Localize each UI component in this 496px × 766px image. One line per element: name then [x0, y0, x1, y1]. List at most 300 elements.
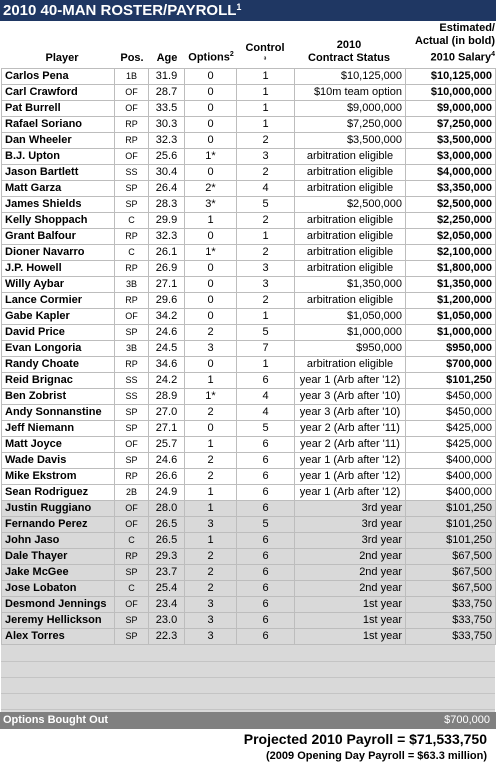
contract-status-cell: $2,500,000	[295, 197, 406, 213]
player-cell: David Price	[2, 325, 115, 341]
contract-status-cell: year 2 (Arb after '11)	[295, 437, 406, 453]
options-bought-out-label: Options Bought Out	[3, 714, 109, 726]
position-cell: SP	[115, 325, 149, 341]
position-cell: C	[115, 533, 149, 549]
contract-status-cell: year 1 (Arb after '12)	[295, 453, 406, 469]
player-cell: Matt Garza	[2, 181, 115, 197]
control-cell: 2	[237, 245, 295, 261]
player-cell: Jake McGee	[2, 565, 115, 581]
contract-status-cell: $1,350,000	[295, 277, 406, 293]
options-cell: 0	[185, 309, 237, 325]
header-player: Player	[45, 52, 79, 64]
age-cell: 24.5	[149, 341, 185, 357]
salary-cell: $3,350,000	[406, 181, 496, 197]
salary-cell: $3,000,000	[406, 149, 496, 165]
options-cell: 1*	[185, 389, 237, 405]
contract-status-cell: arbitration eligible	[295, 261, 406, 277]
age-cell: 28.7	[149, 85, 185, 101]
table-row	[2, 213, 496, 229]
control-cell: 3	[237, 261, 295, 277]
age-cell: 34.2	[149, 309, 185, 325]
table-row	[2, 549, 496, 565]
header-pos: Pos.	[120, 52, 144, 64]
options-cell: 0	[185, 85, 237, 101]
position-cell: RP	[115, 261, 149, 277]
contract-status-cell: 3rd year	[295, 501, 406, 517]
player-cell: Randy Choate	[2, 357, 115, 373]
salary-cell: $33,750	[406, 629, 496, 645]
player-cell: Carlos Pena	[2, 69, 115, 85]
salary-cell: $1,800,000	[406, 261, 496, 277]
age-cell: 26.4	[149, 181, 185, 197]
age-cell: 34.6	[149, 357, 185, 373]
salary-cell: $67,500	[406, 565, 496, 581]
options-bought-out-row	[0, 712, 496, 729]
options-cell: 1	[185, 373, 237, 389]
position-cell: OF	[115, 85, 149, 101]
options-cell: 1	[185, 485, 237, 501]
age-cell: 28.0	[149, 501, 185, 517]
title-text: 2010 40-MAN ROSTER/PAYROLL	[3, 2, 237, 19]
player-cell: Gabe Kapler	[2, 309, 115, 325]
age-cell: 25.4	[149, 581, 185, 597]
contract-status-cell: arbitration eligible	[295, 149, 406, 165]
contract-status-cell: year 1 (Arb after '12)	[295, 485, 406, 501]
contract-status-cell: 2nd year	[295, 565, 406, 581]
position-cell: RP	[115, 117, 149, 133]
control-cell: 2	[237, 293, 295, 309]
control-cell: 2	[237, 213, 295, 229]
contract-status-cell: year 2 (Arb after '11)	[295, 421, 406, 437]
age-cell: 24.6	[149, 453, 185, 469]
position-cell: RP	[115, 469, 149, 485]
salary-cell: $10,000,000	[406, 85, 496, 101]
control-cell: 5	[237, 325, 295, 341]
control-cell: 6	[237, 549, 295, 565]
salary-cell: $33,750	[406, 613, 496, 629]
table-row	[2, 165, 496, 181]
position-cell: SS	[115, 373, 149, 389]
table-row	[2, 229, 496, 245]
age-cell: 24.9	[149, 485, 185, 501]
table-row	[2, 597, 496, 613]
header-status-line1: 2010	[336, 39, 362, 51]
salary-cell: $101,250	[406, 501, 496, 517]
position-cell: RP	[115, 229, 149, 245]
position-cell: SP	[115, 613, 149, 629]
age-cell: 25.6	[149, 149, 185, 165]
control-cell: 1	[237, 117, 295, 133]
position-cell: OF	[115, 437, 149, 453]
options-cell: 3	[185, 613, 237, 629]
position-cell: RP	[115, 549, 149, 565]
age-cell: 23.0	[149, 613, 185, 629]
options-cell: 0	[185, 101, 237, 117]
options-cell: 3	[185, 341, 237, 357]
age-cell: 23.4	[149, 597, 185, 613]
roster-body	[2, 69, 496, 645]
table-row	[2, 117, 496, 133]
salary-cell: $450,000	[406, 405, 496, 421]
table-row	[2, 181, 496, 197]
contract-status-cell: year 3 (Arb after '10)	[295, 389, 406, 405]
position-cell: SP	[115, 453, 149, 469]
options-cell: 0	[185, 421, 237, 437]
contract-status-cell: 3rd year	[295, 533, 406, 549]
position-cell: RP	[115, 357, 149, 373]
table-row	[2, 245, 496, 261]
player-cell: Desmond Jennings	[2, 597, 115, 613]
player-cell: Lance Cormier	[2, 293, 115, 309]
position-cell: C	[115, 245, 149, 261]
options-cell: 2	[185, 549, 237, 565]
header-salary-line3-text: 2010 Salary	[430, 52, 492, 64]
salary-cell: $425,000	[406, 437, 496, 453]
player-cell: Jeremy Hellickson	[2, 613, 115, 629]
control-cell: 4	[237, 405, 295, 421]
position-cell: 1B	[115, 69, 149, 85]
age-cell: 27.0	[149, 405, 185, 421]
salary-cell: $2,500,000	[406, 197, 496, 213]
salary-cell: $101,250	[406, 517, 496, 533]
table-row	[2, 373, 496, 389]
contract-status-cell: arbitration eligible	[295, 245, 406, 261]
position-cell: SP	[115, 565, 149, 581]
table-row	[2, 533, 496, 549]
options-cell: 1	[185, 501, 237, 517]
control-cell: 6	[237, 501, 295, 517]
contract-status-cell: $3,500,000	[295, 133, 406, 149]
table-row	[2, 277, 496, 293]
age-cell: 30.4	[149, 165, 185, 181]
age-cell: 28.9	[149, 389, 185, 405]
table-row	[2, 389, 496, 405]
header-options	[185, 48, 237, 65]
table-row	[2, 309, 496, 325]
control-cell: 6	[237, 469, 295, 485]
table-row	[2, 485, 496, 501]
salary-cell: $7,250,000	[406, 117, 496, 133]
player-cell: Wade Davis	[2, 453, 115, 469]
table-row	[2, 581, 496, 597]
table-row	[2, 357, 496, 373]
contract-status-cell: arbitration eligible	[295, 165, 406, 181]
salary-cell: $450,000	[406, 389, 496, 405]
position-cell: 2B	[115, 485, 149, 501]
table-row	[2, 101, 496, 117]
contract-status-cell: 1st year	[295, 597, 406, 613]
position-cell: 3B	[115, 341, 149, 357]
contract-status-cell: arbitration eligible	[295, 293, 406, 309]
contract-status-cell: year 1 (Arb after '12)	[295, 469, 406, 485]
projected-payroll: Projected 2010 Payroll = $71,533,750	[243, 731, 487, 747]
control-cell: 3	[237, 277, 295, 293]
control-cell: 6	[237, 453, 295, 469]
salary-cell: $33,750	[406, 597, 496, 613]
position-cell: RP	[115, 133, 149, 149]
control-cell: 6	[237, 597, 295, 613]
header-control	[236, 42, 294, 65]
options-cell: 1	[185, 533, 237, 549]
salary-cell: $2,250,000	[406, 213, 496, 229]
salary-cell: $700,000	[406, 357, 496, 373]
salary-cell: $400,000	[406, 485, 496, 501]
control-cell: 6	[237, 533, 295, 549]
empty-row-divider	[1, 661, 495, 662]
salary-cell: $1,350,000	[406, 277, 496, 293]
player-cell: Jason Bartlett	[2, 165, 115, 181]
options-cell: 2	[185, 581, 237, 597]
page-title	[0, 0, 496, 21]
player-cell: Alex Torres	[2, 629, 115, 645]
header-control-line1: Control	[245, 42, 285, 54]
age-cell: 32.3	[149, 133, 185, 149]
table-row	[2, 197, 496, 213]
player-cell: Andy Sonnanstine	[2, 405, 115, 421]
table-row	[2, 341, 496, 357]
control-cell: 6	[237, 565, 295, 581]
player-cell: Evan Longoria	[2, 341, 115, 357]
options-cell: 1	[185, 437, 237, 453]
player-cell: Ben Zobrist	[2, 389, 115, 405]
table-row	[2, 421, 496, 437]
header-age: Age	[156, 52, 178, 64]
contract-status-cell: $7,250,000	[295, 117, 406, 133]
position-cell: SP	[115, 421, 149, 437]
contract-status-cell: arbitration eligible	[295, 213, 406, 229]
table-row	[2, 405, 496, 421]
control-cell: 5	[237, 197, 295, 213]
table-row	[2, 501, 496, 517]
age-cell: 32.3	[149, 229, 185, 245]
age-cell: 28.3	[149, 197, 185, 213]
control-cell: 5	[237, 421, 295, 437]
roster-table	[1, 68, 496, 645]
control-cell: 1	[237, 229, 295, 245]
contract-status-cell: $950,000	[295, 341, 406, 357]
position-cell: OF	[115, 517, 149, 533]
player-cell: John Jaso	[2, 533, 115, 549]
contract-status-cell: 2nd year	[295, 549, 406, 565]
options-cell: 0	[185, 229, 237, 245]
control-cell: 1	[237, 85, 295, 101]
control-cell: 2	[237, 165, 295, 181]
salary-cell: $9,000,000	[406, 101, 496, 117]
player-cell: Rafael Soriano	[2, 117, 115, 133]
contract-status-cell: $9,000,000	[295, 101, 406, 117]
player-cell: Reid Brignac	[2, 373, 115, 389]
age-cell: 24.6	[149, 325, 185, 341]
header-status	[293, 39, 405, 65]
header-salary	[403, 22, 495, 65]
contract-status-cell: arbitration eligible	[295, 229, 406, 245]
player-cell: B.J. Upton	[2, 149, 115, 165]
header-options-text: Options	[188, 52, 230, 64]
control-cell: 1	[237, 309, 295, 325]
position-cell: SP	[115, 197, 149, 213]
age-cell: 25.7	[149, 437, 185, 453]
position-cell: OF	[115, 149, 149, 165]
age-cell: 24.2	[149, 373, 185, 389]
table-row	[2, 629, 496, 645]
table-row	[2, 517, 496, 533]
options-cell: 1	[185, 213, 237, 229]
salary-cell: $1,050,000	[406, 309, 496, 325]
control-cell: 1	[237, 357, 295, 373]
options-cell: 0	[185, 165, 237, 181]
position-cell: OF	[115, 501, 149, 517]
contract-status-cell: year 3 (Arb after '10)	[295, 405, 406, 421]
header-options-footnote: 2	[229, 51, 234, 59]
contract-status-cell: $1,050,000	[295, 309, 406, 325]
age-cell: 27.1	[149, 277, 185, 293]
salary-cell: $3,500,000	[406, 133, 496, 149]
age-cell: 26.5	[149, 533, 185, 549]
options-cell: 0	[185, 117, 237, 133]
age-cell: 29.6	[149, 293, 185, 309]
control-cell: 1	[237, 69, 295, 85]
options-cell: 2	[185, 405, 237, 421]
player-cell: Jose Lobaton	[2, 581, 115, 597]
salary-cell: $400,000	[406, 453, 496, 469]
position-cell: SS	[115, 389, 149, 405]
player-cell: J.P. Howell	[2, 261, 115, 277]
table-row	[2, 565, 496, 581]
contract-status-cell: 1st year	[295, 629, 406, 645]
options-cell: 2	[185, 325, 237, 341]
salary-cell: $2,050,000	[406, 229, 496, 245]
options-cell: 0	[185, 261, 237, 277]
position-cell: OF	[115, 309, 149, 325]
player-cell: Grant Balfour	[2, 229, 115, 245]
age-cell: 26.6	[149, 469, 185, 485]
salary-cell: $67,500	[406, 549, 496, 565]
previous-payroll: (2009 Opening Day Payroll = $63.3 million)	[266, 750, 487, 762]
age-cell: 26.9	[149, 261, 185, 277]
table-row	[2, 325, 496, 341]
player-cell: James Shields	[2, 197, 115, 213]
player-cell: Matt Joyce	[2, 437, 115, 453]
empty-rows-area	[1, 645, 495, 712]
options-cell: 2*	[185, 181, 237, 197]
empty-row-divider	[1, 677, 495, 678]
age-cell: 31.9	[149, 69, 185, 85]
salary-cell: $67,500	[406, 581, 496, 597]
age-cell: 30.3	[149, 117, 185, 133]
salary-cell: $1,000,000	[406, 325, 496, 341]
position-cell: SP	[115, 629, 149, 645]
age-cell: 33.5	[149, 101, 185, 117]
table-row	[2, 453, 496, 469]
options-cell: 2	[185, 469, 237, 485]
control-cell: 7	[237, 341, 295, 357]
table-row	[2, 437, 496, 453]
table-row	[2, 149, 496, 165]
player-cell: Justin Ruggiano	[2, 501, 115, 517]
salary-cell: $2,100,000	[406, 245, 496, 261]
empty-row-divider	[1, 693, 495, 694]
table-row	[2, 133, 496, 149]
control-cell: 1	[237, 101, 295, 117]
control-cell: 6	[237, 581, 295, 597]
salary-cell: $101,250	[406, 533, 496, 549]
age-cell: 29.3	[149, 549, 185, 565]
position-cell: SP	[115, 181, 149, 197]
control-cell: 2	[237, 133, 295, 149]
table-row	[2, 85, 496, 101]
salary-cell: $950,000	[406, 341, 496, 357]
age-cell: 23.7	[149, 565, 185, 581]
contract-status-cell: 2nd year	[295, 581, 406, 597]
position-cell: OF	[115, 101, 149, 117]
age-cell: 22.3	[149, 629, 185, 645]
contract-status-cell: 3rd year	[295, 517, 406, 533]
options-cell: 0	[185, 277, 237, 293]
contract-status-cell: 1st year	[295, 613, 406, 629]
player-cell: Dan Wheeler	[2, 133, 115, 149]
position-cell: C	[115, 213, 149, 229]
options-cell: 0	[185, 357, 237, 373]
options-cell: 1*	[185, 245, 237, 261]
player-cell: Dale Thayer	[2, 549, 115, 565]
header-salary-line1: Estimated/	[439, 22, 495, 35]
salary-cell: $400,000	[406, 469, 496, 485]
position-cell: C	[115, 581, 149, 597]
player-cell: Carl Crawford	[2, 85, 115, 101]
options-cell: 3*	[185, 197, 237, 213]
contract-status-cell: $10m team option	[295, 85, 406, 101]
player-cell: Willy Aybar	[2, 277, 115, 293]
age-cell: 26.5	[149, 517, 185, 533]
player-cell: Pat Burrell	[2, 101, 115, 117]
table-row	[2, 293, 496, 309]
header-salary-footnote: 4	[491, 51, 495, 59]
position-cell: 3B	[115, 277, 149, 293]
age-cell: 27.1	[149, 421, 185, 437]
options-cell: 2	[185, 453, 237, 469]
table-row	[2, 469, 496, 485]
player-cell: Kelly Shoppach	[2, 213, 115, 229]
control-cell: 6	[237, 613, 295, 629]
control-cell: 3	[237, 149, 295, 165]
position-cell: OF	[115, 597, 149, 613]
table-header	[0, 21, 496, 68]
table-row	[2, 261, 496, 277]
contract-status-cell: arbitration eligible	[295, 181, 406, 197]
options-cell: 0	[185, 133, 237, 149]
player-cell: Jeff Niemann	[2, 421, 115, 437]
header-control-line2: ³	[263, 55, 267, 64]
control-cell: 4	[237, 389, 295, 405]
options-cell: 1*	[185, 149, 237, 165]
control-cell: 6	[237, 437, 295, 453]
options-cell: 0	[185, 69, 237, 85]
options-cell: 0	[185, 293, 237, 309]
header-status-line2: Contract Status	[308, 52, 390, 64]
table-row	[2, 69, 496, 85]
position-cell: RP	[115, 293, 149, 309]
position-cell: SP	[115, 405, 149, 421]
header-salary-line2: Actual (in bold)	[414, 35, 495, 48]
player-cell: Fernando Perez	[2, 517, 115, 533]
control-cell: 4	[237, 181, 295, 197]
options-cell: 3	[185, 597, 237, 613]
options-bought-out-value: $700,000	[444, 714, 490, 726]
salary-cell: $1,200,000	[406, 293, 496, 309]
options-cell: 3	[185, 629, 237, 645]
salary-cell: $425,000	[406, 421, 496, 437]
position-cell: SS	[115, 165, 149, 181]
